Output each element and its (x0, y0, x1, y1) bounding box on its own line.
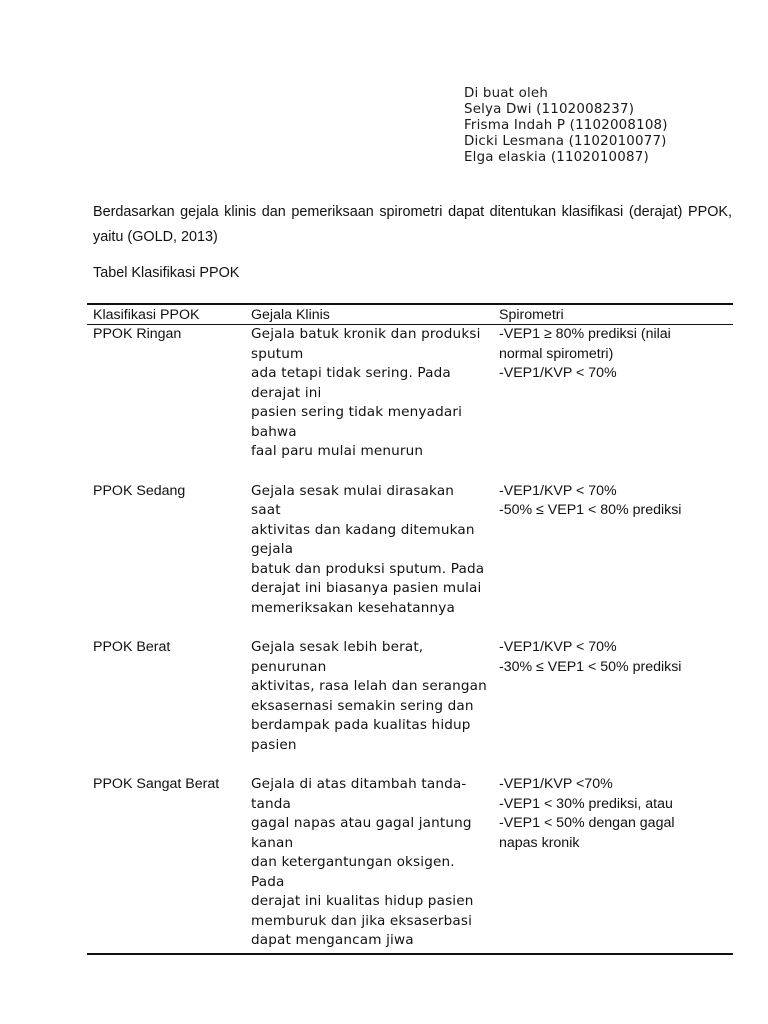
gejala-line: batuk dan produksi sputum. Pada (251, 560, 485, 577)
author-heading: Di buat oleh (464, 86, 549, 101)
gejala-line: dan ketergantungan oksigen. Pada (251, 854, 460, 890)
header-gejala: Gejala Klinis (245, 304, 493, 325)
gejala-line: Gejala sesak lebih berat, (251, 639, 424, 655)
gejala-line: kanan (251, 834, 294, 851)
author-name: Selya Dwi (1102008237) (464, 102, 635, 117)
gejala-line: gagal napas atau gagal jantung (251, 815, 472, 831)
spirometri-line: -VEP1/KVP <70% (499, 776, 613, 792)
gejala-line: dapat mengancam jiwa (251, 932, 414, 948)
gejala-line: faal paru mulai menurun (251, 443, 424, 459)
cell-spirometri (493, 638, 733, 775)
intro-paragraph: Berdasarkan gejala klinis dan pemeriksaan spirometri dapat ditentukan klasifikasi (derajat) PPOK, yaitu (GOLD, 2013) (93, 204, 732, 245)
cell-gejala (245, 775, 493, 954)
cell-gejala (245, 482, 493, 639)
cell-spirometri (493, 325, 733, 482)
spirometri-line: -VEP1/KVP < 70% (499, 482, 617, 499)
gejala-line: Gejala di atas ditambah tanda- (251, 776, 467, 792)
author-name: Frisma Indah P (1102008108) (464, 118, 668, 133)
spirometri-line: -50% ≤ VEP1 < 80% prediksi (499, 502, 682, 518)
gejala-line: pasien (251, 736, 297, 753)
spirometri-line: -VEP1 < 50% dengan gagal (499, 815, 675, 831)
cell-klasifikasi: PPOK Berat (93, 639, 171, 655)
spirometri-line: normal spirometri) (499, 345, 614, 362)
classification-table (87, 303, 733, 955)
spirometri-line: -VEP1/KVP < 70% (499, 639, 617, 655)
cell-klasifikasi: PPOK Sedang (93, 482, 186, 499)
gejala-line: derajat ini (251, 384, 322, 401)
gejala-line: derajat ini kualitas hidup pasien (251, 893, 474, 909)
table-row (87, 482, 733, 639)
cell-klasifikasi: PPOK Sangat Berat (93, 776, 220, 792)
gejala-line: Gejala batuk kronik dan produksi (251, 326, 481, 342)
gejala-line: bahwa (251, 423, 297, 440)
spirometri-line: -VEP1 < 30% prediksi, atau (499, 795, 673, 812)
cell-gejala (245, 325, 493, 482)
author-name: Dicki Lesmana (1102010077) (464, 134, 667, 149)
header-spirometri: Spirometri (493, 304, 733, 325)
spirometri-line: -VEP1 ≥ 80% prediksi (nilai (499, 326, 671, 342)
cell-gejala (245, 638, 493, 775)
gejala-line: derajat ini biasanya pasien mulai (251, 580, 482, 596)
gejala-line: pasien sering tidak menyadari (251, 404, 463, 420)
spirometri-line: napas kronik (499, 834, 580, 851)
author-name: Elga elaskia (1102010087) (464, 150, 649, 165)
gejala-line: ada tetapi tidak sering. Pada (251, 365, 451, 381)
gejala-line: sputum (251, 345, 304, 362)
gejala-line: memeriksakan kesehatannya (251, 599, 455, 616)
gejala-line: berdampak pada kualitas hidup (251, 717, 471, 733)
spirometri-line: -30% ≤ VEP1 < 50% prediksi (499, 658, 682, 675)
table-caption: Tabel Klasifikasi PPOK (93, 265, 240, 281)
gejala-line: penurunan (251, 658, 327, 675)
table-row (87, 638, 733, 775)
table-header-row (87, 304, 733, 325)
cell-klasifikasi: PPOK Ringan (93, 326, 182, 342)
gejala-line: eksasernasi semakin sering dan (251, 697, 474, 714)
gejala-line: aktivitas dan kadang ditemukan (251, 521, 475, 538)
cell-spirometri (493, 775, 733, 954)
gejala-line: Gejala sesak mulai dirasakan saat (251, 482, 459, 518)
author-block (464, 86, 668, 166)
gejala-line: memburuk dan jika eksaserbasi (251, 912, 473, 929)
table-row (87, 775, 733, 954)
gejala-line: aktivitas, rasa lelah dan serangan (251, 678, 487, 694)
table-row (87, 325, 733, 482)
cell-spirometri (493, 482, 733, 639)
header-klasifikasi: Klasifikasi PPOK (87, 304, 245, 325)
gejala-line: gejala (251, 541, 294, 557)
spirometri-line: -VEP1/KVP < 70% (499, 365, 617, 381)
gejala-line: tanda (251, 795, 291, 812)
